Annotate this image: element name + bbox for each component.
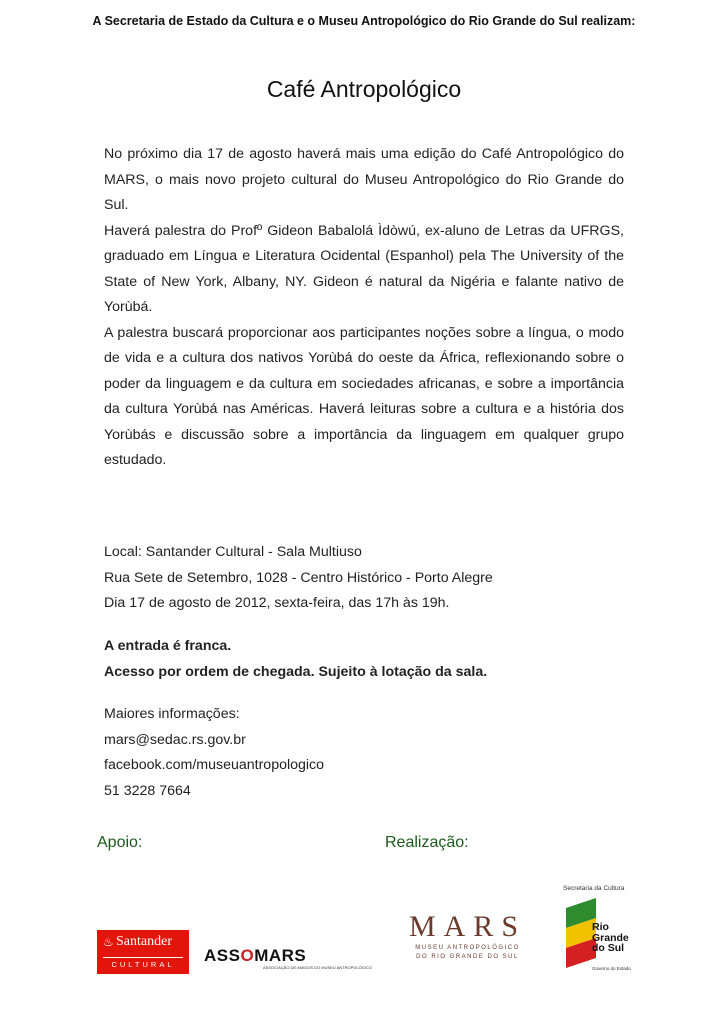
- mars-word: MARS: [408, 910, 527, 943]
- support-label: Apoio:: [97, 834, 143, 851]
- location-date: Dia 17 de agosto de 2012, sexta-feira, das 17h às 19h.: [104, 595, 450, 611]
- santander-logo: [97, 930, 189, 974]
- page-title: Café Antropológico: [266, 76, 462, 102]
- contact-facebook[interactable]: facebook.com/museuantropologico: [104, 757, 325, 773]
- mars-sub-2: DO RIO GRANDE DO SUL: [416, 954, 519, 960]
- santander-sub: CULTURAL: [103, 957, 183, 969]
- entry-order: Acesso por ordem de chegada. Sujeito à lotação da sala.: [104, 663, 488, 680]
- organizers-label: Realização:: [385, 834, 469, 851]
- rgs-line: Rio: [592, 921, 609, 933]
- location-venue: Local: Santander Cultural - Sala Multiuso: [104, 544, 362, 560]
- assomars-logo: [204, 946, 306, 966]
- header-text: A Secretaria de Estado da Cultura e o Museu Antropológico do Rio Grande do Sul realizam:: [92, 14, 636, 28]
- contact-info: [104, 702, 324, 804]
- rgs-wordmark: [592, 922, 629, 954]
- mars-sub-1: MUSEU ANTROPOLÓGICO: [415, 945, 520, 951]
- mars-logo: [405, 910, 530, 962]
- assomars-part: MARS: [254, 946, 307, 965]
- santander-name: Santander: [116, 934, 172, 949]
- contact-heading: Maiores informações:: [104, 706, 240, 722]
- rgs-government: Governo do Estado: [592, 966, 631, 971]
- contact-phone: 51 3228 7664: [104, 782, 191, 799]
- rgs-line: do Sul: [592, 942, 625, 954]
- entry-info: [104, 634, 487, 685]
- location-address: Rua Sete de Setembro, 1028 - Centro Histórico - Porto Alegre: [104, 569, 493, 586]
- paragraph-topic: A palestra buscará proporcionar aos participantes noções sobre a língua, o modo de vida e a cultura dos nativos Yorùbá do oeste da África, reflexionando sobre o poder da linguagem e da cultura em sociedades africanas, e sobre a importância da cultura Yorùbá nas Américas. Haverá leituras sobre a cultura e a história dos Yorùbás e discussão sobre a importância da linguagem em qualquer grupo estudado.: [104, 324, 624, 468]
- rgs-line: Grande: [592, 931, 629, 944]
- assomars-o: O: [240, 946, 255, 965]
- secretaria-caption: Secretaria da Cultura: [563, 885, 625, 892]
- assomars-part: ASS: [204, 946, 241, 965]
- description-body: [104, 142, 624, 474]
- event-location: [104, 540, 493, 617]
- contact-email[interactable]: mars@sedac.rs.gov.br: [104, 731, 246, 748]
- paragraph-intro: No próximo dia 17 de agosto haverá mais uma edição do Café Antropológico do MARS, o mais novo projeto cultural do Museu Antropológico do Rio Grande do Sul.: [104, 146, 624, 213]
- paragraph-speaker: Haverá palestra do Profº Gideon Babalolá Ìdòwú, ex-aluno de Letras da UFRGS, graduado em Língua e Literatura Ocidental (Espanhol) pela The University of the State of New York, Albany, NY. Gideon é natural da Nigéria e falante nativo de Yorùbá.: [104, 222, 624, 315]
- assomars-tagline: ASSOCIAÇÃO DE AMIGOS DO MUSEU ANTROPOLÓGICO: [263, 965, 372, 970]
- flame-icon: ♨: [103, 935, 114, 949]
- entry-free: A entrada é franca.: [104, 638, 232, 654]
